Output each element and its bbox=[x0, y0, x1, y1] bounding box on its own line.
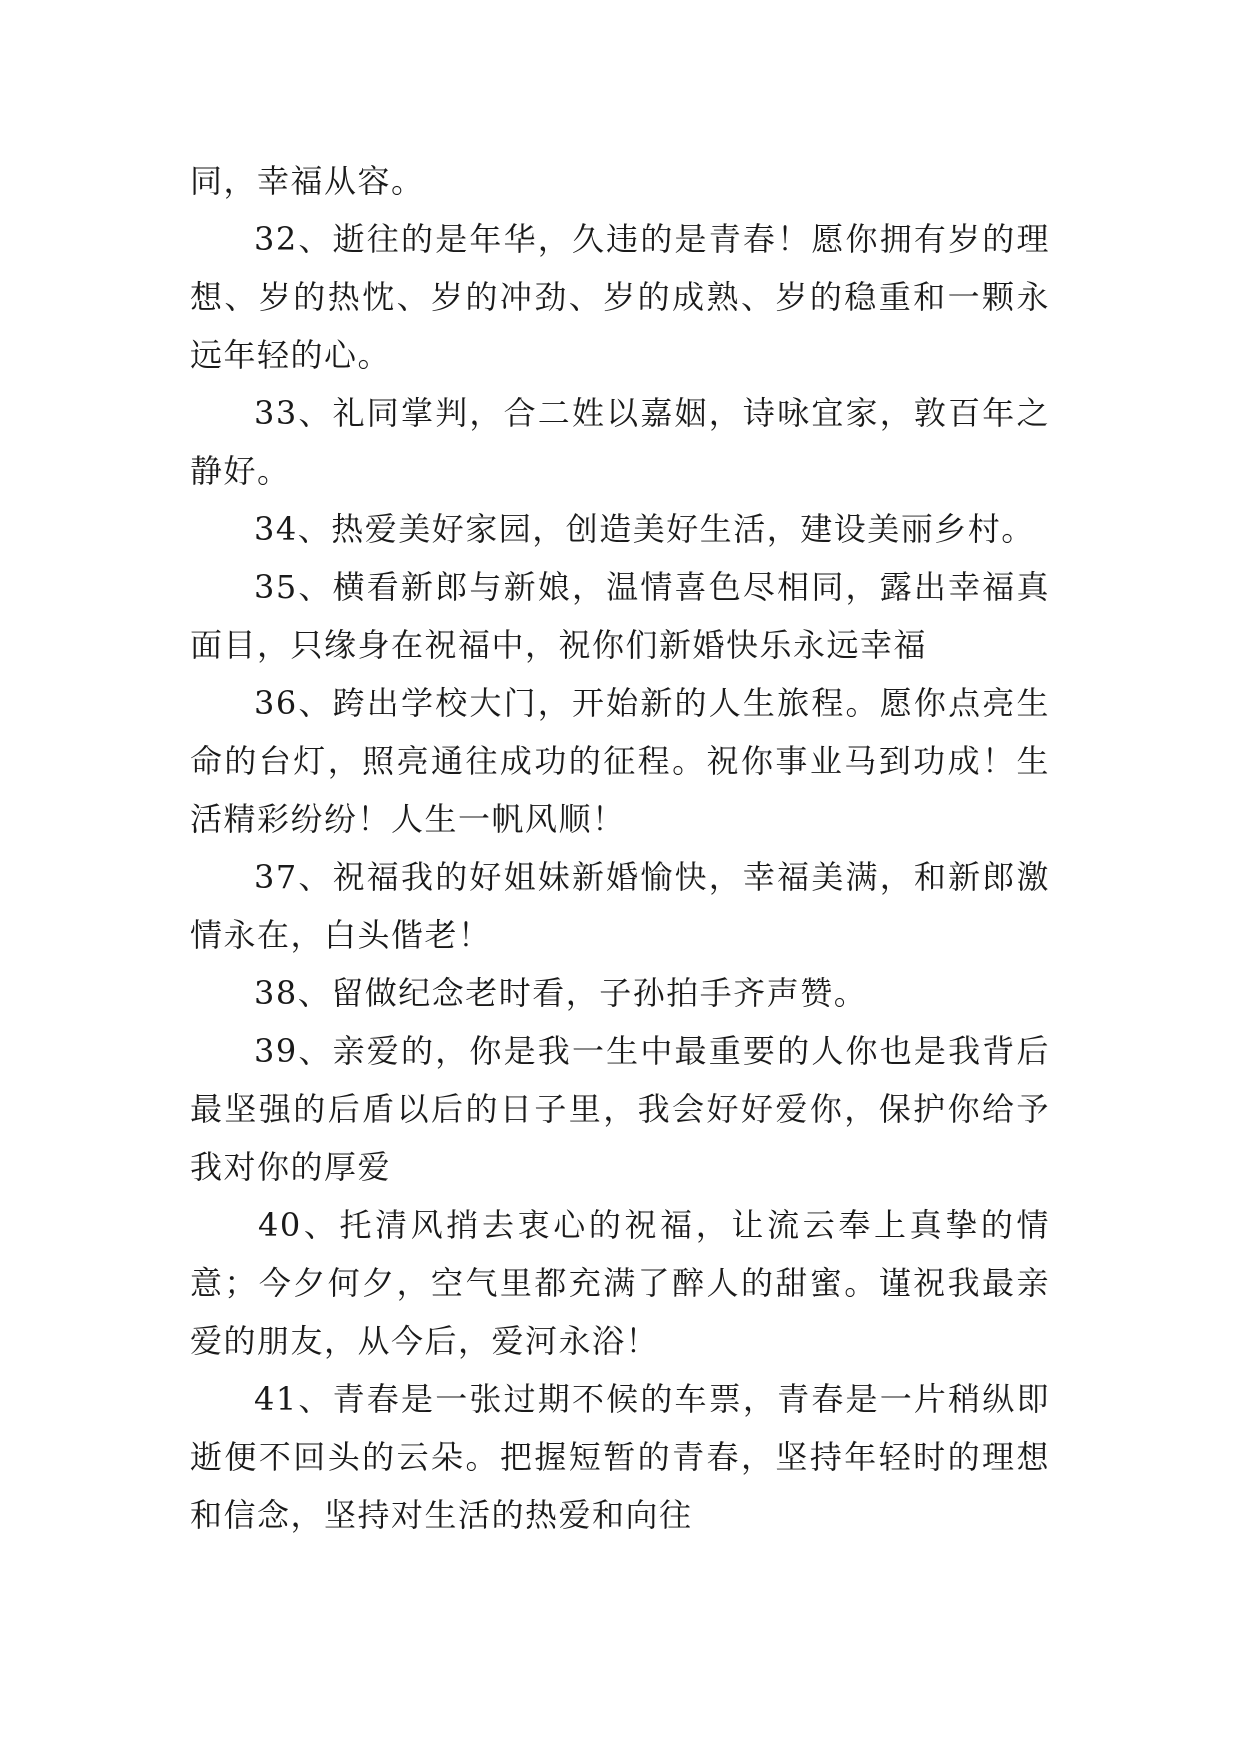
paragraph-41: 41、青春是一张过期不候的车票，青春是一片稍纵即逝便不回头的云朵。把握短暂的青春，坚持年轻时的理想和信念，坚持对生活的热爱和向往 bbox=[190, 1380, 1050, 1534]
paragraph-39: 39、亲爱的，你是我一生中最重要的人你也是我背后最坚强的后盾以后的日子里，我会好好爱你，保护你给予我对你的厚爱 bbox=[190, 1032, 1050, 1186]
paragraph-37: 37、祝福我的好姐妹新婚愉快，幸福美满，和新郎激情永在，白头偕老！ bbox=[190, 858, 1050, 954]
paragraph-34: 34、热爱美好家园，创造美好生活，建设美丽乡村。 bbox=[254, 510, 1035, 548]
paragraph-continuation: 同，幸福从容。 bbox=[190, 162, 425, 200]
paragraph-33: 33、礼同掌判，合二姓以嘉姻，诗咏宜家，敦百年之静好。 bbox=[190, 394, 1050, 490]
paragraph-36: 36、跨出学校大门，开始新的人生旅程。愿你点亮生命的台灯，照亮通往成功的征程。祝你事业马到功成！生活精彩纷纷！人生一帆风顺！ bbox=[190, 684, 1050, 838]
document-body bbox=[190, 152, 1050, 1544]
paragraph-40: 40、托清风捎去衷心的祝福，让流云奉上真挚的情意；今夕何夕，空气里都充满了醉人的甜蜜。谨祝我最亲爱的朋友，从今后，爱河永浴！ bbox=[190, 1206, 1050, 1360]
paragraph-38: 38、留做纪念老时看，子孙拍手齐声赞。 bbox=[254, 974, 868, 1012]
paragraph-35: 35、横看新郎与新娘，温情喜色尽相同，露出幸福真面目，只缘身在祝福中，祝你们新婚快乐永远幸福 bbox=[190, 568, 1050, 664]
paragraph-32: 32、逝往的是年华，久违的是青春！愿你拥有岁的理想、岁的热忱、岁的冲劲、岁的成熟、岁的稳重和一颗永远年轻的心。 bbox=[190, 220, 1050, 374]
